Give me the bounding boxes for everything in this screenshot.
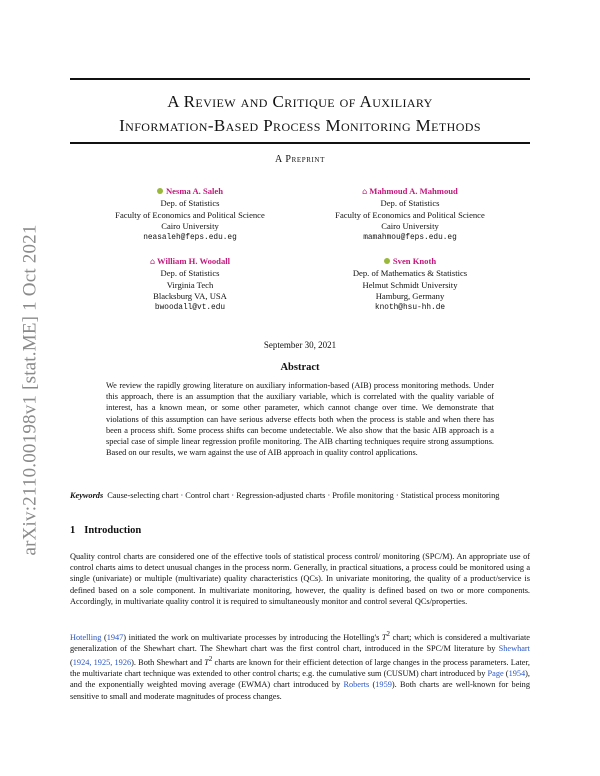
author-dept: Dep. of Statistics [160,197,220,208]
citation-link[interactable]: Page [487,669,504,679]
orcid-icon[interactable] [157,188,163,194]
author-university: Cairo University [161,221,219,232]
author-block-mahmoud [290,186,530,245]
math-exponent: 2 [386,631,390,638]
keywords-label: Keywords [70,491,104,500]
author-university: Cairo University [381,221,439,232]
author-email[interactable]: neasaleh@feps.edu.eg [143,234,237,243]
citation-link[interactable]: Hotelling [70,632,102,642]
author-name: Sven Knoth [392,256,437,266]
author-city: Hamburg, Germany [375,291,445,302]
author-university: Helmut Schmidt University [362,279,458,290]
author-email[interactable]: bwoodall@vt.edu [154,304,226,313]
math-symbol: T [381,632,387,642]
intro-paragraph-2: Hotelling (1947) initiated the work on multivariate processes by introducing the Hotelling's $T^2$ chart; which is considered a multivariate generalization of the Shewhart chart. The Shewhart chart was the first control chart, introduced in the SPC/M literature by Shewhart (1924, 1925, 1926). Both Shewhart and $T^2$ charts are known for their efficient detection of large changes in the process parameters. Later, the multivariate chart technique was extended to other control charts; e.g. the cumulative sum (CUSUM) chart introduced by Page (1954), and the exponentially weighted moving average (EWMA) chart introduced by Roberts (1959). Both charts are well-known for being sensitive to small and moderate magnitudes of process changes. [70,631,531,701]
author-email[interactable]: knoth@hsu-hh.de [374,304,446,313]
author-name: Nesma A. Saleh [165,186,224,196]
arxiv-sidebar [14,200,48,580]
title-bottom-rule [70,142,530,144]
author-faculty: Faculty of Economics and Political Science [335,209,485,220]
author-email[interactable]: mamahmou@feps.edu.eg [363,234,457,243]
title-top-rule [70,78,530,80]
math-exponent: 2 [208,656,213,664]
section-number: 1 [70,525,76,536]
author-name: William H. Woodall [157,256,231,266]
paragraph-text: ) initiated the work on multivariate processes by introducing the Hotelling's [123,632,382,642]
citation-year-link[interactable]: 1947 [106,632,124,642]
paragraph-text: ), and the exponentially weighted moving average (EWMA) chart introduced by [70,669,531,690]
citation-link[interactable]: Shewhart [498,643,530,653]
preprint-label: A Preprint [275,154,325,165]
home-icon[interactable]: ⌂ [149,257,156,266]
author-university: Virginia Tech [166,279,214,290]
title-line-2: Information-Based Process Monitoring Methods [119,116,481,135]
section-heading [70,525,530,536]
section-title: Introduction [84,525,142,536]
author-city: Blacksburg VA, USA [153,291,227,302]
author-dept: Dep. of Mathematics & Statistics [352,267,468,278]
keywords-list: Cause-selecting chart · Control chart · Regression-adjusted charts · Profile monitoring · Statistical process monitoring [107,491,500,500]
citation-year-link[interactable]: 1924, 1925, 1926 [72,657,132,667]
citation-link[interactable]: Roberts [343,680,370,690]
paragraph-text: ). Both Shewhart and [131,657,205,667]
author-dept: Dep. of Statistics [160,267,220,278]
paragraph-text: ). Both charts are well-known for being sensitive to small and moderate magnitudes of process changes. [70,680,530,701]
orcid-icon[interactable] [384,258,390,264]
keywords [70,490,530,501]
author-block-saleh [70,186,310,245]
paragraph-text: chart; which is considered a multivariate generalization of the Shewhart chart. The Shewhart chart was the first control chart, introduced in the SPC/M literature by [70,632,530,653]
publication-date: September 30, 2021 [263,340,337,350]
arxiv-identifier: arXiv:2110.00198v1 [stat.ME] 1 Oct 2021 [20,224,42,556]
citation-year-link[interactable]: 1959 [375,680,392,690]
paragraph-text: charts are known for their efficient detection of large changes in the process parameters. Later, the multivariate chart technique was extended to other control charts; e.g. the cumulative sum (CUSUM) chart introduced by [70,657,530,679]
intro-paragraph-1: Quality control charts are considered one of the effective tools of statistical process control/ monitoring (SPC/M). An appropriate use of control charts aims to detect unusual changes in the process norm. Generally, in practical situations, a process could be monitored using a single (univariate) or multiple (multivariate) quality characteristics (QCs). In univariate monitoring, the quality of a product/service is defined based on a sole component. In multivariate monitoring, however, the quality is defined based on two or more components. Accordingly, in multivariate quality control it is required to simultaneously monitor and control several QCs/properties. [70,552,530,606]
abstract-text: We review the rapidly growing literature on auxiliary information-based (AIB) process monitoring methods. Under this approach, there is an assumption that the auxiliary variable, which is correlated with the quality variable of interest, has a known mean, or some other parameter, which cannot change over time. We demonstrate that violations of this assumption can have serious adverse effects both when the process is stable and when there has been a process shift. Some process shifts can become undetectable. We also show that the basic AIB approach is a special case of simple linear regression profile monitoring. The AIB charting techniques require strong assumptions. Based on our results, we warn against the use of AIB approach in quality control applications. [106,381,494,458]
math-symbol: T [204,657,209,667]
author-dept: Dep. of Statistics [380,197,440,208]
author-block-knoth [290,256,530,315]
home-icon[interactable]: ⌂ [362,187,368,196]
author-block-woodall [70,256,310,315]
paper-title [70,90,530,138]
citation-year-link[interactable]: 1954 [508,669,526,679]
abstract-heading: Abstract [280,362,320,373]
author-faculty: Faculty of Economics and Political Science [115,209,265,220]
title-line-1: A Review and Critique of Auxiliary [167,92,433,111]
author-name: Mahmoud A. Mahmoud [369,186,458,196]
